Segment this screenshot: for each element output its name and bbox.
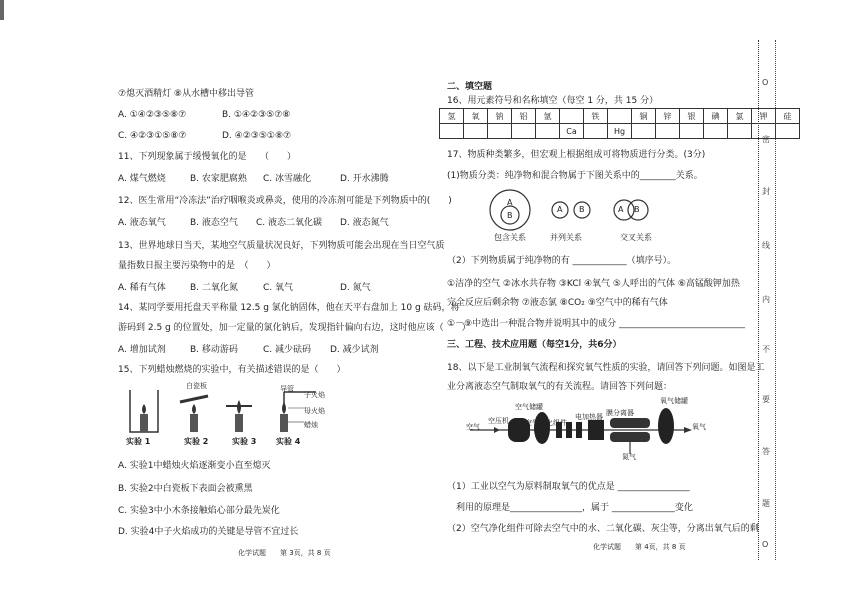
element-cell: 钠 xyxy=(488,109,512,124)
q15-stem: 15、下列蜡烛燃烧的实验中，有关描述错误的是（ ） xyxy=(118,365,346,375)
q15-option-d: D. 实验4中子火焰成功的关键是导管不宜过长 xyxy=(118,527,299,537)
binding-char: 线 xyxy=(762,241,770,250)
q11-option-b: B. 农家肥腐熟 xyxy=(190,174,247,184)
q17-stem: 17、物质种类繁多，但宏观上根据组成可将物质进行分类。(3分) xyxy=(447,150,706,160)
binding-char: 密 xyxy=(762,135,770,144)
element-cell xyxy=(680,124,704,139)
q15-option-a: A. 实验1中蜡烛火焰逐渐变小直至熄灭 xyxy=(118,461,271,471)
element-cell: 氢 xyxy=(440,109,464,124)
q10-option-c: C. ④②③①⑤⑧⑦ xyxy=(118,131,187,141)
q12-stem: 12、医生常用“冷冻法”治疗咽喉炎或鼻炎，使用的冷冻剂可能是下列物质中的( ) xyxy=(118,196,452,206)
experiment-4-label: 实验 4 xyxy=(276,437,301,446)
q13-option-d: D. 氮气 xyxy=(340,283,371,293)
q14-stem-line2: 游码到 2.5 g 的位置处，加一定量的氯化钠后，发现指针偏向右边，这时他应该（ ） xyxy=(118,323,471,333)
element-cell xyxy=(440,124,464,139)
left-page-footer: 化学试题 第 3页，共 8 页 xyxy=(238,549,331,557)
flow-nitrogen: 氮气 xyxy=(622,453,636,461)
flow-purifier: 空气净化组件 xyxy=(525,419,567,427)
element-table xyxy=(439,108,800,139)
element-cell: 铁 xyxy=(584,109,608,124)
q10-option-a: A. ①④②③⑤⑧⑦ xyxy=(118,110,187,120)
flow-air: 空气 xyxy=(466,423,480,431)
section-2-heading: 二、填空题 xyxy=(447,82,493,92)
scan-edge-mark xyxy=(0,0,4,20)
intersection-letter-b: B xyxy=(634,205,640,214)
flow-compressor: 空压机 xyxy=(488,417,509,425)
flow-heater: 电加热器 xyxy=(575,413,603,421)
annot-child-flame: 子火焰 xyxy=(304,391,325,399)
q13-option-c: C. 氧气 xyxy=(263,283,294,293)
q12-option-c: C. 液态二氧化碳 xyxy=(256,218,323,228)
binding-char: 不 xyxy=(762,345,770,354)
q18-part1: （1）工业以空气为原料制取氧气的优点是 ________________ xyxy=(447,482,690,492)
q13-stem-line1: 13、世界地球日当天，某地空气质量状况良好，下列物质可能会出现在当日空气质 xyxy=(118,241,445,251)
annot-candle: 蜡烛 xyxy=(304,421,318,429)
element-cell: 银 xyxy=(680,109,704,124)
element-cell: 氯 xyxy=(728,109,752,124)
binding-char: 封 xyxy=(762,187,770,196)
right-page-footer: 化学试题 第 4页，共 8 页 xyxy=(593,543,686,551)
q14-option-d: D. 减少试剂 xyxy=(330,345,379,355)
binding-char: 要 xyxy=(762,395,770,404)
q11-option-d: D. 开水沸腾 xyxy=(340,174,389,184)
element-cell xyxy=(584,124,608,139)
element-cell: Ca xyxy=(560,124,584,139)
parallel-letter-a: A xyxy=(557,205,563,214)
element-table-row xyxy=(440,124,800,139)
relation-diagrams xyxy=(488,188,668,232)
element-cell xyxy=(464,124,488,139)
q15-option-c: C. 实验3中小木条接触焰心部分最先炭化 xyxy=(118,506,280,516)
element-cell xyxy=(776,124,800,139)
q14-option-c: C. 减少砝码 xyxy=(263,345,312,355)
flow-separator: 膜分离器 xyxy=(606,409,634,417)
element-cell: 氧 xyxy=(464,109,488,124)
q13-stem-line2: 量指数日报主要污染物中的是 （ ） xyxy=(118,261,276,271)
q11-option-c: C. 冰雪融化 xyxy=(263,174,312,184)
experiment-1-drawing xyxy=(130,390,158,432)
q14-option-b: B. 移动游码 xyxy=(190,345,238,355)
q12-option-a: A. 液态氧气 xyxy=(118,218,166,228)
binding-char: 内 xyxy=(762,295,770,304)
element-cell xyxy=(536,124,560,139)
q12-option-b: B. 液态空气 xyxy=(190,218,238,228)
containment-letter-a: A xyxy=(507,198,513,207)
flow-oxygen-tank: 氧气储罐 xyxy=(660,397,688,405)
q17-part3: ①－⑨中选出一种混合物并说明其中的成分 ____________________________ xyxy=(447,319,745,329)
containment-letter-b: B xyxy=(507,211,513,220)
air-tank xyxy=(534,412,550,444)
binding-char: 答 xyxy=(762,447,770,456)
flow-air-tank: 空气储罐 xyxy=(515,403,543,411)
q16-stem: 16、用元素符号和名称填空（每空 1 分，共 15 分） xyxy=(447,96,659,106)
flow-oxygen-out: 氧气 xyxy=(692,423,706,431)
q10-option-b: B. ①④②③⑤⑦⑧ xyxy=(222,110,291,120)
oxygen-tank xyxy=(658,408,674,444)
q18-stem-line2: 业分离液态空气制取氧气的有关流程。请回答下列问题： xyxy=(447,382,673,392)
q10-option-d: D. ④②③⑤①⑧⑦ xyxy=(222,131,292,141)
annot-white-plate: 白瓷板 xyxy=(186,382,207,390)
experiment-1-label: 实验 1 xyxy=(126,437,151,446)
q15-option-b: B. 实验2中白瓷板下表面会被熏黑 xyxy=(118,484,253,494)
binding-char: O xyxy=(762,78,769,87)
experiment-3-label: 实验 3 xyxy=(232,437,257,446)
element-cell: 铝 xyxy=(512,109,536,124)
element-cell xyxy=(704,124,728,139)
heater xyxy=(588,420,604,440)
oxygen-production-flow xyxy=(470,398,710,458)
q17-items-line2: 完全反应后剩余物 ⑦液态氯 ⑧CO₂ ⑨空气中的稀有气体 xyxy=(447,298,668,308)
experiment-2-label: 实验 2 xyxy=(184,437,209,446)
q18-stem-line1: 18、以下是工业制氧气流程和探究氧气性质的实验，请回答下列问题。如图是工 xyxy=(447,363,765,373)
q13-option-b: B. 二氧化氮 xyxy=(190,283,238,293)
element-cell xyxy=(488,124,512,139)
element-cell: Hg xyxy=(608,124,632,139)
element-cell xyxy=(656,124,680,139)
experiment-2-drawing xyxy=(180,396,208,432)
annot-pipe: 导管 xyxy=(280,385,294,393)
section-3-heading: 三、工程、技术应用题（每空1分，共6分） xyxy=(447,340,622,350)
containment-diagram xyxy=(490,190,530,230)
q17-part2: （2）下列物质属于纯净物的有 ____________（填序号）。 xyxy=(447,256,677,266)
element-cell: 氩 xyxy=(536,109,560,124)
element-cell xyxy=(632,124,656,139)
element-table-row xyxy=(440,109,800,124)
binding-margin-line-outer xyxy=(775,40,777,560)
element-cell xyxy=(608,109,632,124)
q10-choices-tail: ⑦熄灭酒精灯 ⑧从水槽中移出导管 xyxy=(118,89,254,99)
q11-stem: 11、下列现象属于缓慢氧化的是 （ ） xyxy=(118,152,296,162)
containment-label: 包含关系 xyxy=(494,233,526,242)
membrane-separator xyxy=(610,418,650,428)
element-cell: 钾 xyxy=(752,109,776,124)
q17-part1: (1)物质分类：纯净物和混合物属于下图关系中的________关系。 xyxy=(447,171,703,181)
annot-mother-flame: 母火焰 xyxy=(304,407,325,415)
q17-items-line1: ①洁净的空气 ②冰水共存物 ③KCl ④氧气 ⑤人呼出的气体 ⑥高锰酸钾加热 xyxy=(447,279,740,289)
element-cell: 碘 xyxy=(704,109,728,124)
q14-stem-line1: 14、某同学要用托盘天平称量 12.5 g 氯化钠固体，他在天平右盘加上 10 g 砝码，将 xyxy=(118,303,460,313)
parallel-label: 并列关系 xyxy=(550,233,582,242)
q14-option-a: A. 增加试剂 xyxy=(118,345,166,355)
intersection-label: 交叉关系 xyxy=(620,233,652,242)
element-cell xyxy=(560,109,584,124)
experiment-3-drawing xyxy=(226,400,252,432)
parallel-letter-b: B xyxy=(579,205,585,214)
q18-part1-principle: 利用的原理是________________，属于 ______________变化 xyxy=(456,503,693,513)
q13-option-a: A. 稀有气体 xyxy=(118,283,166,293)
q11-option-a: A. 煤气燃烧 xyxy=(118,174,166,184)
element-cell: 铜 xyxy=(632,109,656,124)
element-cell: 硅 xyxy=(776,109,800,124)
binding-char: O xyxy=(762,540,769,549)
q12-option-d: D. 液态氮气 xyxy=(340,218,389,228)
element-cell: 锌 xyxy=(656,109,680,124)
intersection-letter-a: A xyxy=(618,205,624,214)
element-cell xyxy=(728,124,752,139)
element-cell xyxy=(512,124,536,139)
q18-part2: （2）空气净化组件可除去空气中的水、二氧化碳、灰尘等，分离出氧气后的剩 xyxy=(447,524,759,534)
binding-char: 题 xyxy=(762,499,770,508)
